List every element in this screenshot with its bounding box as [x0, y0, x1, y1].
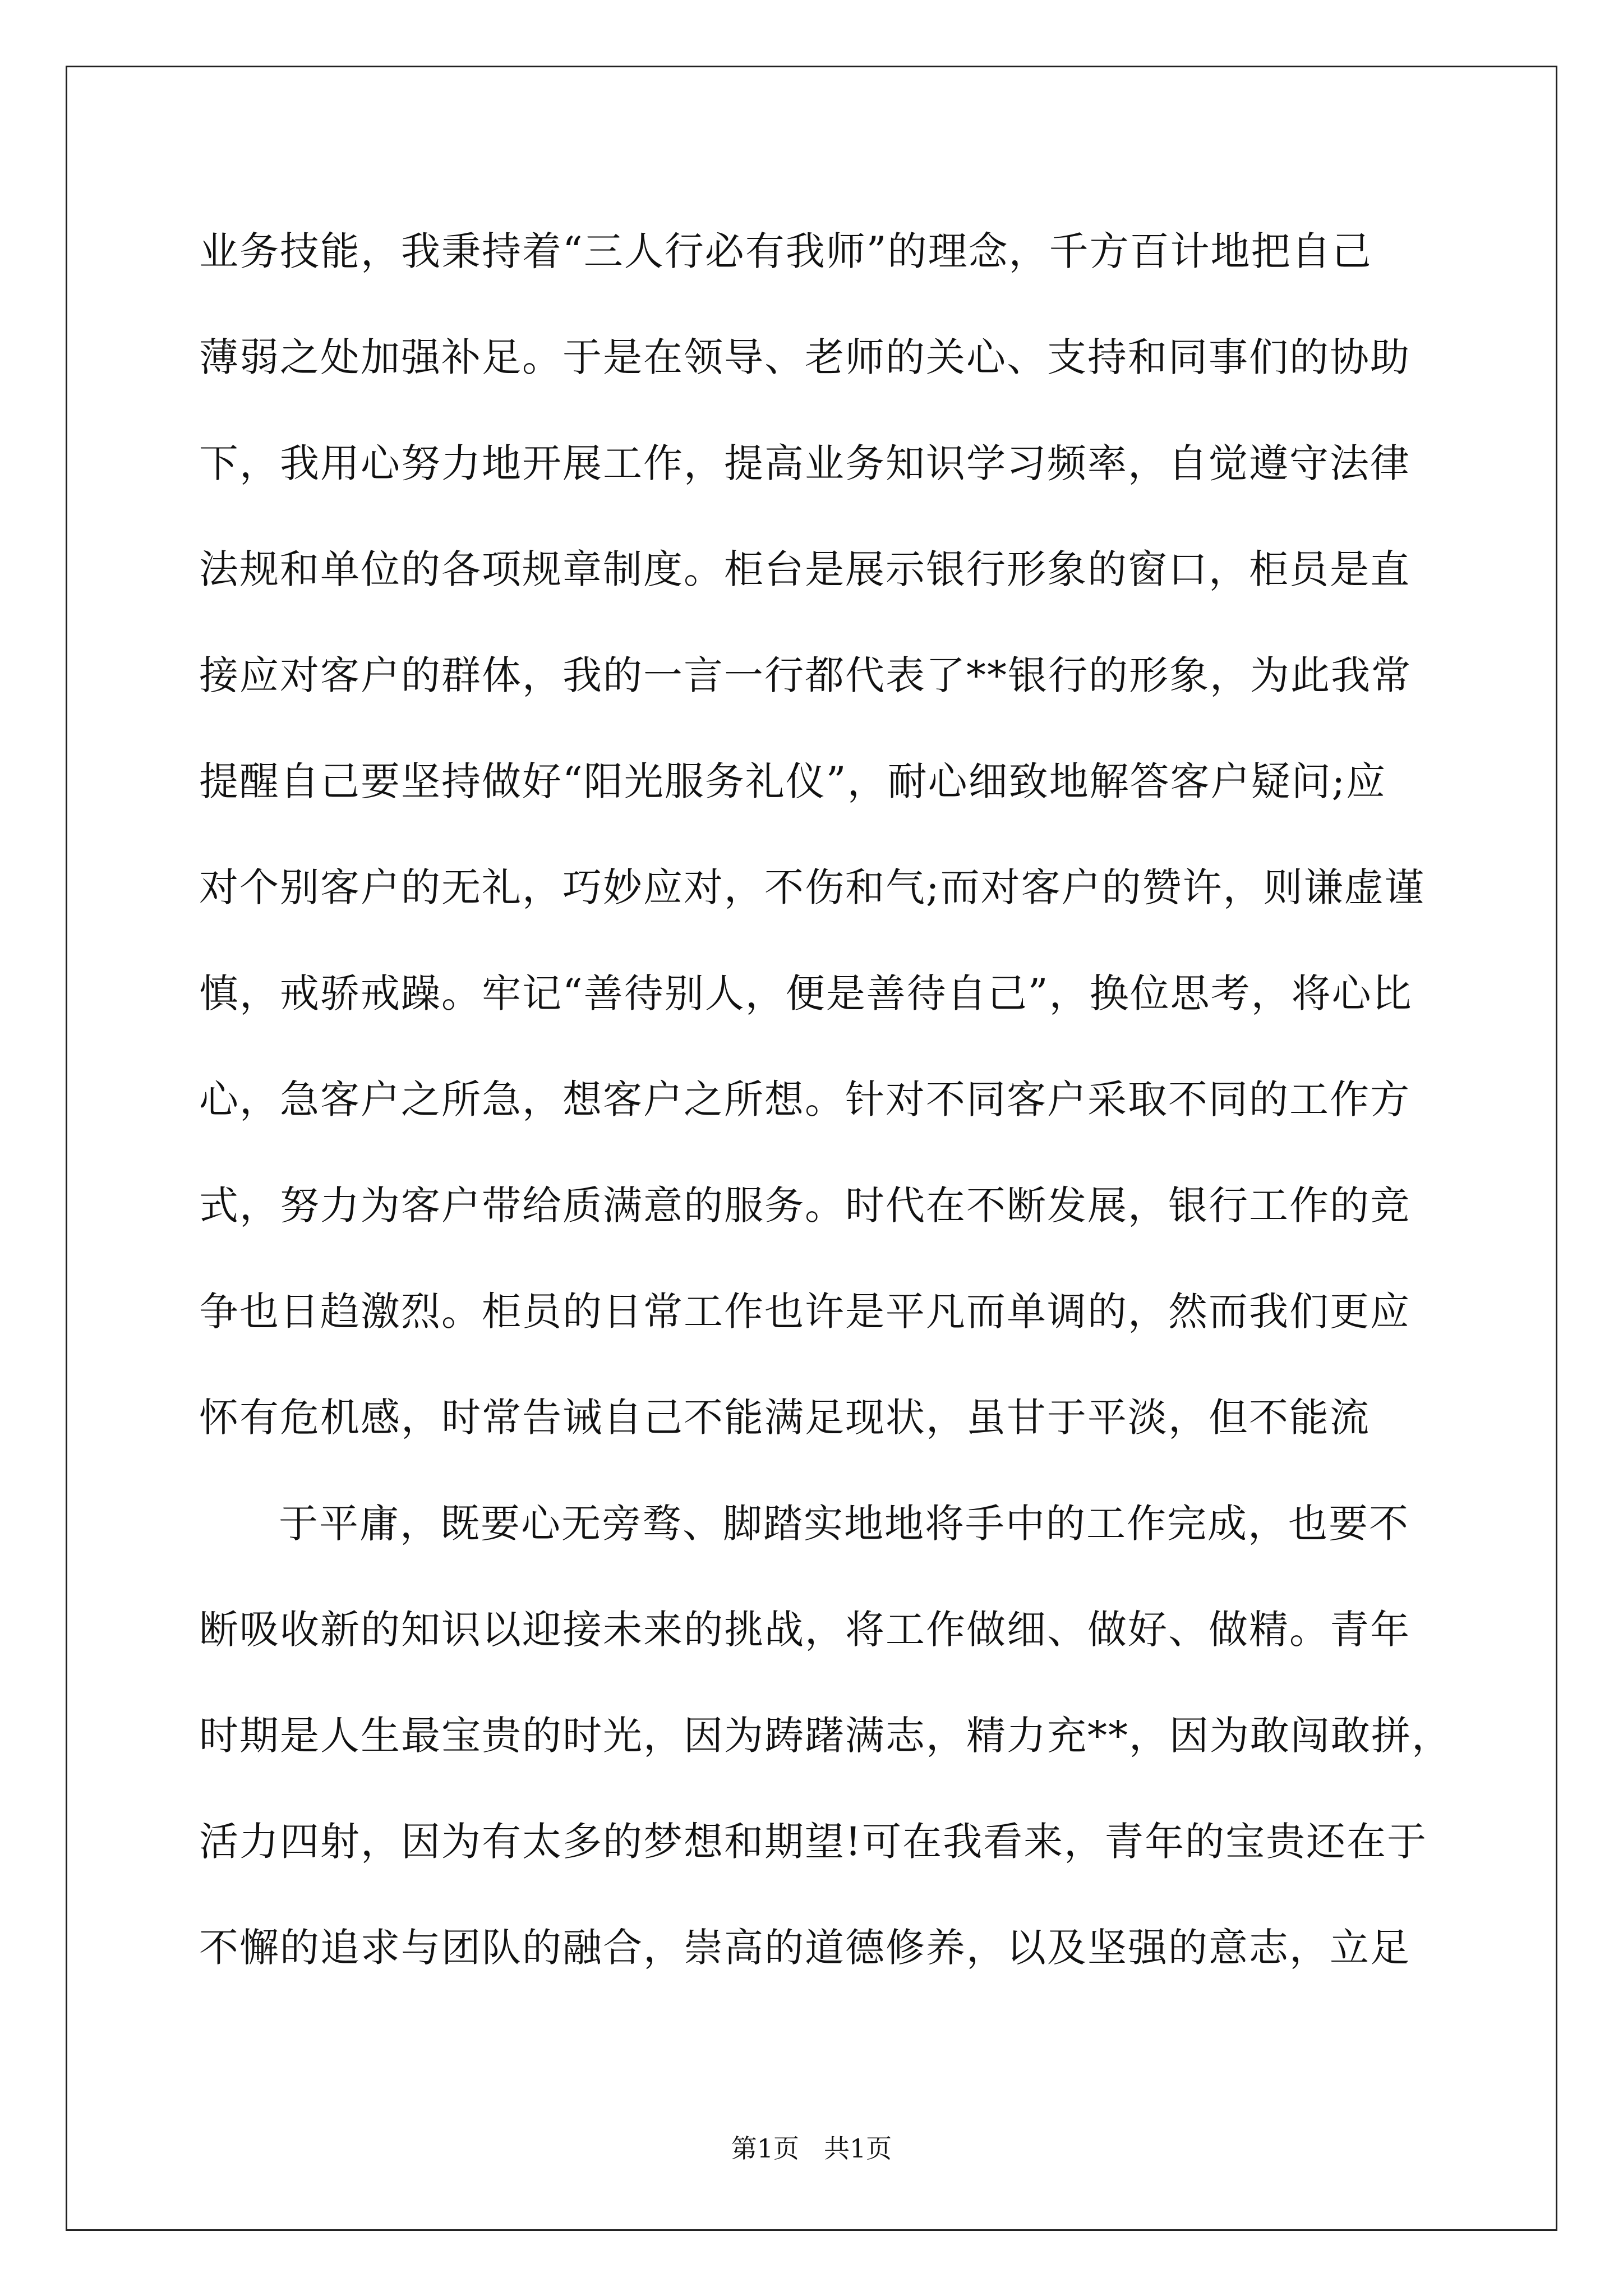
page-border [66, 66, 1557, 2231]
text-line: 薄弱之处加强补足。于是在领导、老师的关心、支持和同事们的协助 [199, 334, 1410, 380]
page-total: 共1页 [823, 2133, 892, 2164]
text-line: 时期是人生最宝贵的时光，因为踌躇满志，精力充**，因为敢闯敢拼， [199, 1713, 1452, 1759]
text-line: 慎，戒骄戒躁。牢记“善待别人，便是善待自己”，换位思考，将心比 [199, 970, 1413, 1016]
text-line: 下，我用心努力地开展工作，提高业务知识学习频率，自觉遵守法律 [199, 440, 1410, 486]
text-line: 接应对客户的群体，我的一言一行都代表了**银行的形象，为此我常 [199, 652, 1412, 698]
text-line: 活力四射，因为有太多的梦想和期望!可在我看来，青年的宝贵还在于 [199, 1819, 1428, 1865]
text-line: 不懈的追求与团队的融合，崇高的道德修养，以及坚强的意志，立足 [199, 1925, 1410, 1971]
text-line: 怀有危机感，时常告诫自己不能满足现状，虽甘于平淡，但不能流 [199, 1395, 1370, 1441]
text-line: 争也日趋激烈。柜员的日常工作也许是平凡而单调的，然而我们更应 [199, 1289, 1410, 1335]
text-line: 心，急客户之所急，想客户之所想。针对不同客户采取不同的工作方 [199, 1076, 1410, 1122]
text-line: 对个别客户的无礼，巧妙应对，不伤和气;而对客户的赞许，则谦虚谨 [199, 864, 1425, 910]
text-line: 提醒自己要坚持做好“阳光服务礼仪”，耐心细致地解答客户疑问;应 [199, 758, 1387, 804]
text-line: 业务技能，我秉持着“三人行必有我师”的理念，千方百计地把自己 [199, 228, 1372, 274]
page-number: 第1页 [731, 2133, 800, 2164]
text-line: 法规和单位的各项规章制度。柜台是展示银行形象的窗口，柜员是直 [199, 546, 1410, 592]
page-footer [0, 2132, 1623, 2165]
text-line: 断吸收新的知识以迎接未来的挑战，将工作做细、做好、做精。青年 [199, 1607, 1410, 1653]
paragraph-first-line: 于平庸，既要心无旁骛、脚踏实地地将手中的工作完成，也要不 [279, 1501, 1409, 1547]
text-line: 式，努力为客户带给质满意的服务。时代在不断发展，银行工作的竞 [199, 1182, 1410, 1228]
